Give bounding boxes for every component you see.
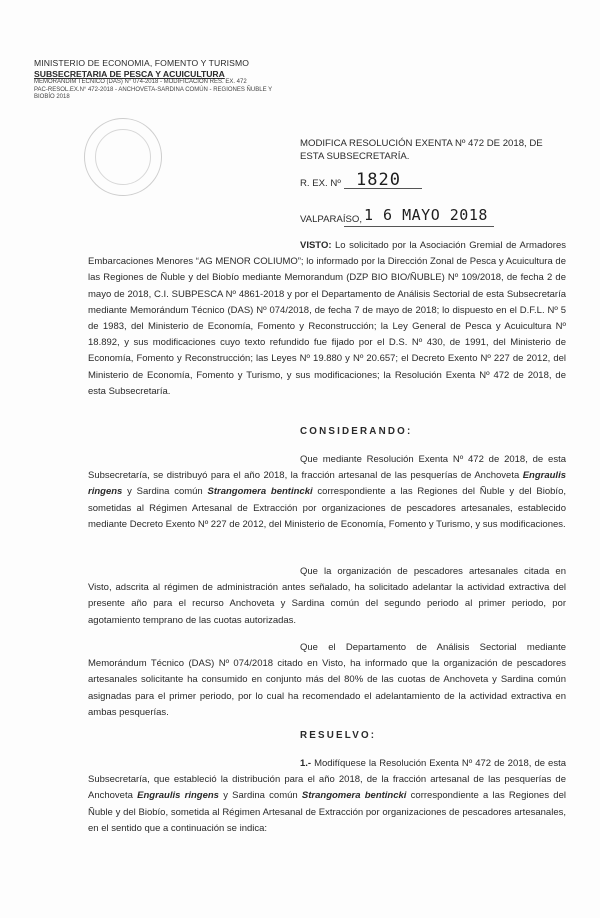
visto-text: Lo solicitado por la Asociación Gremial de Armadores Embarcaciones Menores “AG MENOR COLIUMO”; lo informado por la Dirección Zonal de Pesca y Acuicultura de las Regiones de Ñuble y del Biobío mediante Memorandum (DZP BIO BIO/ÑUBLE) Nº 109/2018, de fecha 2 de mayo de 2018, C.I. SUBPESCA Nº 4861-2018 y por el Departamento de Análisis Sectorial de esta Subsecretaría mediante Memorándum Técnico (DAS) Nº 074/2018, de fecha 7 de mayo de 2018; lo dispuesto en el D.F.L. Nº 5 de 1983, del Ministerio de Economía, Fomento y Reconstrucción; la Ley General de Pesca y Acuicultura Nº 18.892, y sus modificaciones cuyo texto refundido fue fijado por el D.S. Nº 430, de 1991, del Ministerio de Economía, Fomento y Reconstrucción; las Leyes Nº 19.880 y Nº 20.657; el Decreto Exento Nº 227 de 2012, del Ministerio de Economía, Fomento y Turismo, y sus modificaciones; la Resolución Exenta Nº 472 de 2018, de esta Subsecretaría.	[88, 240, 566, 397]
rex-number: 1820	[356, 170, 401, 190]
official-seal-stamp	[84, 118, 162, 196]
text-run: Que mediante Resolución Exenta Nº 472 de 2018, de esta Subsecretaría, se distribuyó para el año 2018, la fracción artesanal de las pesquerías de Anchoveta	[88, 454, 566, 482]
species-name: Engraulis ringens	[88, 470, 566, 498]
letterhead	[34, 58, 284, 102]
resolution-title: MODIFICA RESOLUCIÓN EXENTA Nº 472 DE 2018, DE ESTA SUBSECRETARÍA.	[300, 138, 543, 162]
visto-label: VISTO:	[300, 240, 332, 251]
file-code-line: PAC-RESOL.EX.N° 472-2018 - ANCHOVETA-SARDINA COMÚN - REGIONES ÑUBLE Y BIOBÍO 2018	[34, 86, 273, 101]
visto-paragraph	[88, 238, 566, 400]
species-name: Engraulis ringens	[137, 790, 219, 802]
date-underline	[344, 226, 494, 227]
considerando-paragraph-3: Que el Departamento de Análisis Sectorial mediante Memorándum Técnico (DAS) Nº 074/2018 citado en Visto, ha informado que la organización de pescadores artesanales solicitante ha consumido en conjunto más del 80% de las cuotas de Anchoveta y Sardina común asignadas para el primer periodo, por lo cual ha recomendado el adelantamiento de la actividad extractiva en ambas pesquerías.	[88, 642, 566, 718]
resuelvo-heading: RESUELVO:	[300, 730, 377, 741]
text-run: correspondiente a las Regiones del Ñuble y del Biobío, sometida al Régimen Artesanal de Extracción por organizaciones de pescadores artesanales, en el sentido que a continuación se indica:	[88, 790, 566, 834]
text-run: correspondiente a las Regiones del Ñuble y del Biobío, sometidas al Régimen Artesanal de Extracción por organizaciones de pescadores artesanales, establecido mediante Decreto Exento Nº 227 de 2012, del Ministerio de Economía, Fomento y Turismo, y sus modificaciones.	[88, 486, 566, 530]
rex-label: R. EX. Nº	[300, 178, 341, 189]
resuelvo-paragraph-1	[88, 756, 566, 837]
species-name: Strangomera bentincki	[301, 790, 407, 802]
subsecretaria-name: SUBSECRETARIA DE PESCA Y ACUICULTURA	[34, 68, 225, 79]
considerando-heading: CONSIDERANDO:	[300, 426, 413, 437]
species-name: Strangomera bentincki	[207, 486, 313, 498]
text-run: y Sardina común	[218, 790, 302, 802]
ministry-name: MINISTERIO DE ECONOMIA, FOMENTO Y TURISMO	[34, 58, 249, 68]
text-run: Modifíquese la Resolución Exenta Nº 472 de 2018, de esta Subsecretaría, que estableció la distribución para el año 2018, de la fracción artesanal de las pesquerías de Anchoveta	[88, 758, 566, 802]
memo-reference-line: MEMORANDÍM TÉCNICO (DAS) N° 074-2018 - MODIFICACIÓN RES. EX. 472	[34, 79, 247, 86]
article-number: 1.-	[300, 758, 312, 769]
resolution-date: 1 6 MAYO 2018	[364, 206, 488, 224]
place-label: VALPARAÍSO,	[300, 214, 363, 225]
text-run: y Sardina común	[122, 486, 208, 498]
considerando-paragraph-2: Que la organización de pescadores artesanales citada en Visto, adscrita al régimen de administración antes señalado, ha solicitado adelantar la actividad extractiva del presente año para el recurso Anchoveta y Sardina común del segundo periodo al primer periodo, por agotamiento temprano de las cuotas autorizadas.	[88, 566, 566, 626]
considerando-paragraph-1	[88, 452, 566, 533]
